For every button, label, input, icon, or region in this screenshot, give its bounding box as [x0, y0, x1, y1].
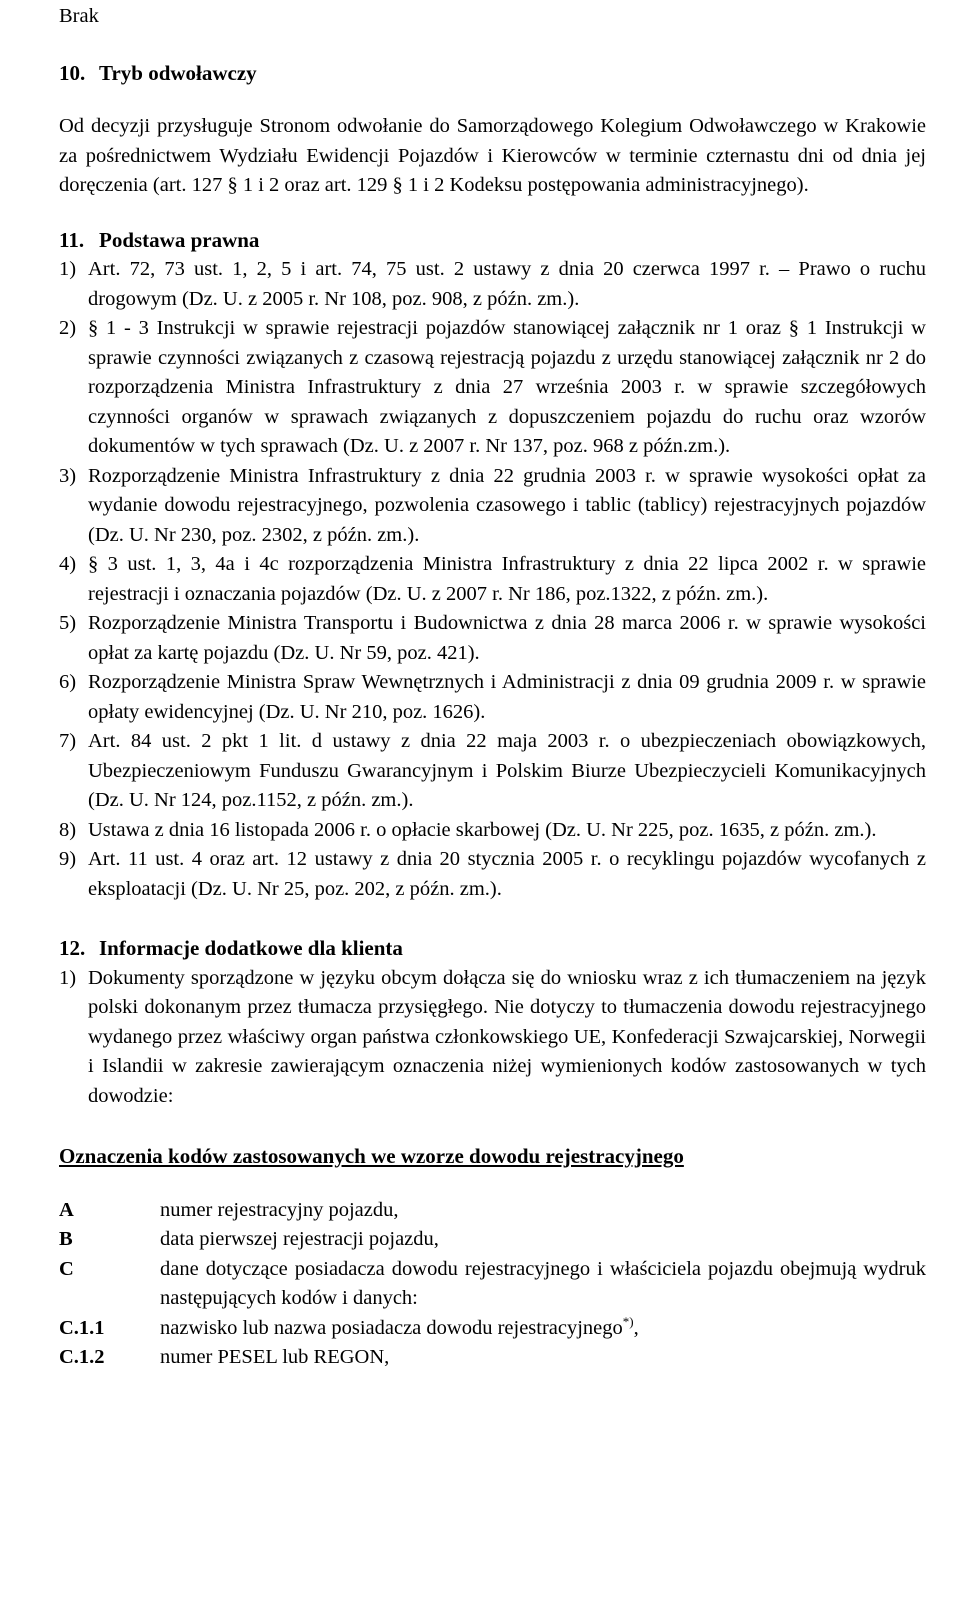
list-item — [59, 816, 926, 846]
code-description: dane dotyczące posiadacza dowodu rejestracyjnego i właściciela pojazdu obejmują wydruk następujących kodów i danych: — [160, 1257, 926, 1309]
code-row — [59, 1314, 926, 1344]
code-description: numer rejestracyjny pojazdu, — [160, 1198, 399, 1221]
list-item-text: § 1 - 3 Instrukcji w sprawie rejestracji pojazdów stanowiącej załącznik nr 1 oraz § 1 Instrukcji w sprawie czynności związanych z czasową rejestracją pojazdu z urzędu stanowiącej załącznik nr 2 do rozporządzenia Ministra Infrastruktury z dnia 27 września 2003 r. w sprawie szczegółowych czynności organów w sprawach związanych z dopuszczeniem pojazdu do ruchu oraz wzorów dokumentów w tych sprawach (Dz. U. z 2007 r. Nr 137, poz. 968 z późn.zm.). — [88, 317, 926, 457]
section-11 — [59, 226, 926, 905]
codes-heading: Oznaczenia kodów zastosowanych we wzorze dowodu rejestracyjnego — [59, 1144, 684, 1168]
section-12-heading — [59, 934, 926, 964]
list-item-text: Ustawa z dnia 16 listopada 2006 r. o opłacie skarbowej (Dz. U. Nr 225, poz. 1635, z późn. zm.). — [88, 818, 877, 841]
section-11-title: Podstawa prawna — [99, 227, 260, 252]
code-key: A — [59, 1198, 74, 1221]
list-item-text: § 3 ust. 1, 3, 4a i 4c rozporządzenia Ministra Infrastruktury z dnia 22 lipca 2002 r. w sprawie rejestracji i oznaczania pojazdów (Dz. U. z 2007 r. Nr 186, poz.1322, z późn. zm.). — [88, 553, 926, 605]
code-description-text: nazwisko lub nazwa posiadacza dowodu rejestracyjnego — [160, 1316, 623, 1339]
list-item-number: 4) — [59, 553, 77, 575]
code-key: C.1.2 — [59, 1346, 105, 1368]
list-item-number: 6) — [59, 671, 77, 693]
list-item-number: 1) — [59, 966, 77, 989]
code-row — [59, 1343, 926, 1373]
list-item — [59, 550, 926, 609]
list-item-number: 3) — [59, 464, 77, 487]
list-item-text: Art. 11 ust. 4 oraz art. 12 ustawy z dnia 20 stycznia 2005 r. o recyklingu pojazdów wycofanych z eksploatacji (Dz. U. Nr 25, poz. 202, z późn. zm.). — [88, 848, 926, 900]
section-11-heading — [59, 226, 926, 256]
list-item — [59, 609, 926, 668]
code-description — [160, 1314, 926, 1344]
client-info-list — [59, 964, 926, 1112]
list-item-text: Rozporządzenie Ministra Spraw Wewnętrznych i Administracji z dnia 09 grudnia 2009 r. w sprawie opłaty ewidencyjnej (Dz. U. Nr 210, poz. 1626). — [88, 671, 926, 723]
list-item-text: Rozporządzenie Ministra Transportu i Budownictwa z dnia 28 marca 2006 r. w sprawie wysokości opłat za kartę pojazdu (Dz. U. Nr 59, poz. 421). — [88, 612, 926, 664]
codes-table — [59, 1196, 926, 1373]
list-item-number: 5) — [59, 612, 77, 634]
section-11-number: 11. — [59, 227, 85, 252]
code-key: C.1.1 — [59, 1316, 105, 1339]
section-12-number: 12. — [59, 936, 86, 960]
list-item-text: Rozporządzenie Ministra Infrastruktury z dnia 22 grudnia 2003 r. w sprawie wysokości opłat za wydanie dowodu rejestracyjnego, pozwolenia czasowego i tablic (tablicy) rejestracyjnych pojazdów (Dz. U. Nr 230, poz. 2302, z późn. zm.). — [88, 464, 926, 546]
section-10-title: Tryb odwoławczy — [99, 60, 257, 85]
list-item-text: Art. 72, 73 ust. 1, 2, 5 i art. 74, 75 ust. 2 ustawy z dnia 20 czerwca 1997 r. – Prawo o ruchu drogowym (Dz. U. z 2005 r. Nr 108, poz. 908, z późn. zm.). — [88, 258, 926, 310]
list-item — [59, 255, 926, 314]
top-label: Brak — [59, 5, 99, 27]
list-item — [59, 462, 926, 551]
code-description-tail: , — [633, 1316, 639, 1339]
code-key: B — [59, 1228, 73, 1250]
section-12-title: Informacje dodatkowe dla klienta — [99, 936, 403, 960]
list-item-number: 8) — [59, 818, 77, 841]
list-item — [59, 727, 926, 816]
code-row — [59, 1255, 926, 1314]
list-item — [59, 668, 926, 727]
list-item-text: Dokumenty sporządzone w języku obcym dołącza się do wniosku wraz z ich tłumaczeniem na język polski dokonanym przez tłumacza przysięgłego. Nie dotyczy to tłumaczenia dowodu rejestracyjnego wydanego przez właściwy organ państwa członkowskiego UE, Konfederacji Szwajcarskiej, Norwegii i Islandii w zakresie zawierającym oznaczenia niżej wymienionych kodów zastosowanych w tych dowodzie: — [88, 966, 926, 1107]
section-10-number: 10. — [59, 60, 86, 85]
section-12 — [59, 934, 926, 1373]
list-item — [59, 964, 926, 1112]
code-description: data pierwszej rejestracji pojazdu, — [160, 1228, 439, 1250]
footnote-marker: *) — [622, 1313, 634, 1329]
list-item-number: 1) — [59, 258, 77, 280]
section-10 — [59, 59, 926, 201]
list-item-number: 9) — [59, 848, 77, 870]
code-description: numer PESEL lub REGON, — [160, 1346, 390, 1368]
list-item-number: 2) — [59, 317, 77, 339]
legal-basis-list — [59, 255, 926, 904]
list-item — [59, 845, 926, 904]
section-10-heading — [59, 59, 926, 89]
code-row — [59, 1225, 926, 1255]
section-10-text: Od decyzji przysługuje Stronom odwołanie do Samorządowego Kolegium Odwoławczego w Krakowie za pośrednictwem Wydziału Ewidencji Pojazdów i Kierowców w terminie czternastu dni od dnia jej doręczenia (art. 127 § 1 i 2 oraz art. 129 § 1 i 2 Kodeksu postępowania administracyjnego). — [59, 115, 926, 196]
code-row — [59, 1196, 926, 1226]
list-item-number: 7) — [59, 730, 77, 752]
list-item-text: Art. 84 ust. 2 pkt 1 lit. d ustawy z dnia 22 maja 2003 r. o ubezpieczeniach obowiązkowych, Ubezpieczeniowym Funduszu Gwarancyjnym i Polskim Biurze Ubezpieczycieli Komunikacyjnych (Dz. U. Nr 124, poz.1152, z późn. zm.). — [88, 730, 926, 811]
code-key: C — [59, 1257, 74, 1280]
list-item — [59, 314, 926, 462]
